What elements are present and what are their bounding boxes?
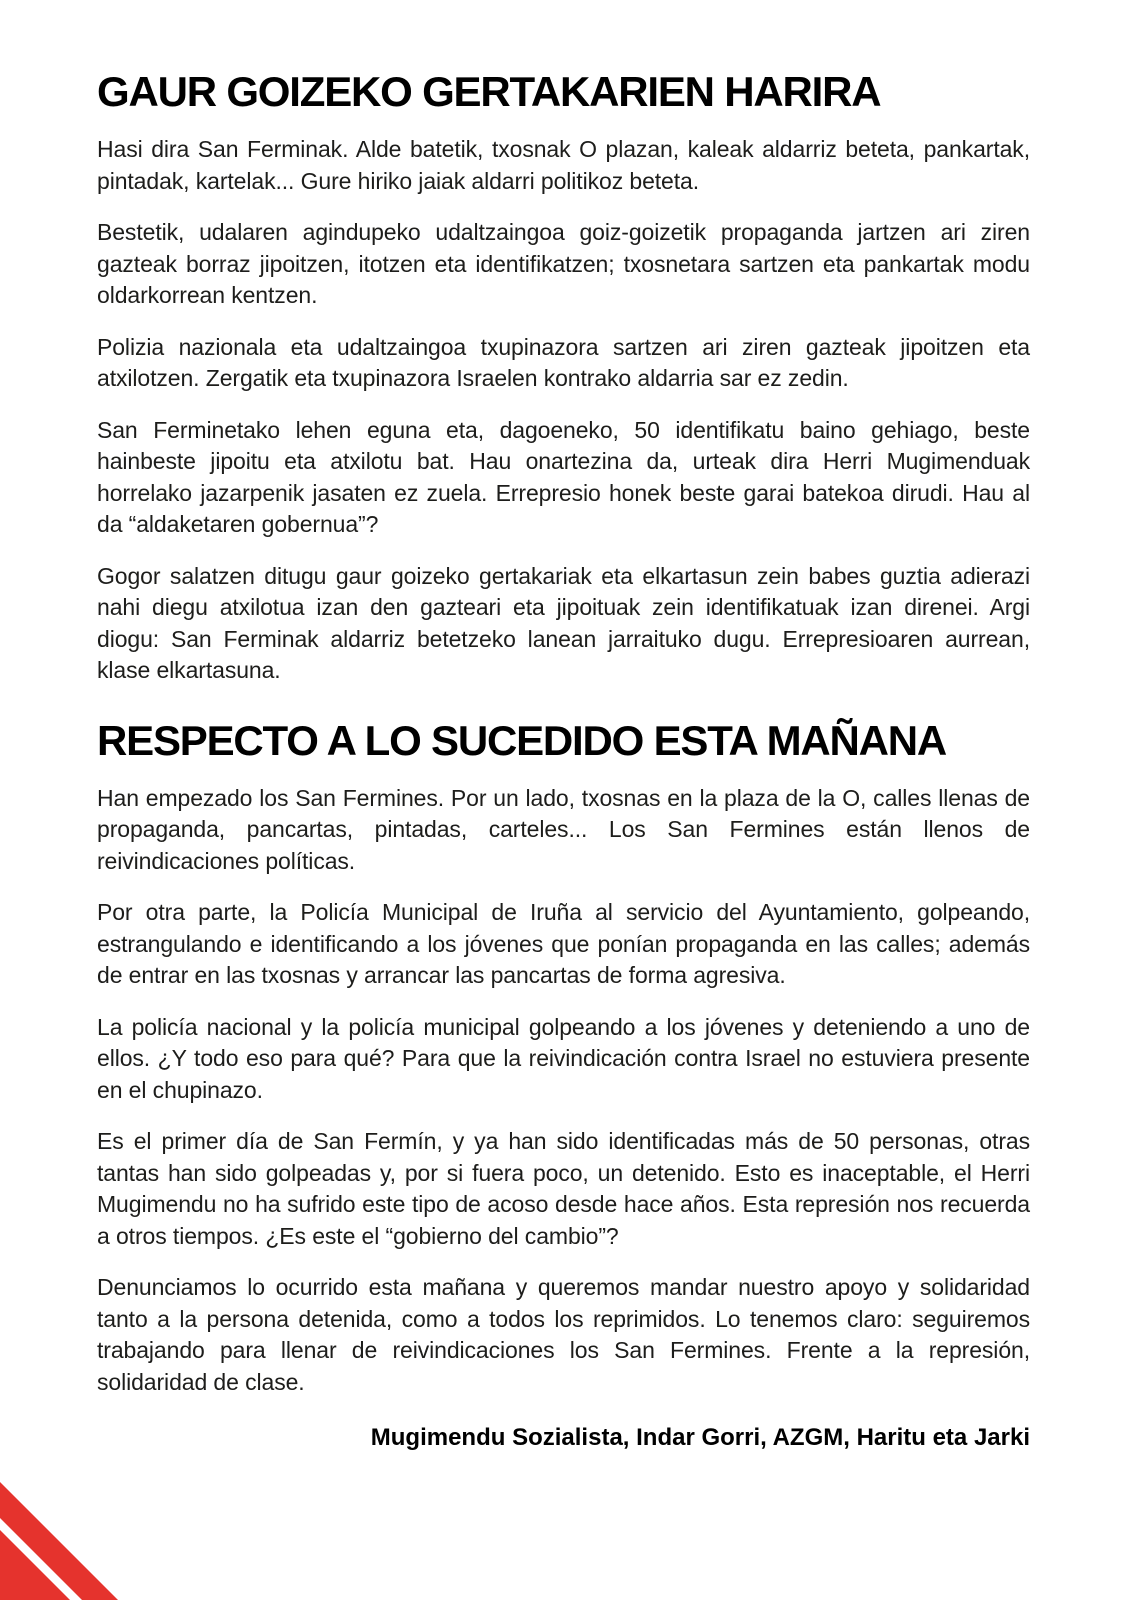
paragraph-spanish-5: Denunciamos lo ocurrido esta mañana y queremos mandar nuestro apoyo y solidaridad tanto a la persona detenida, como a todos los reprimidos. Lo tenemos claro: seguiremos trabajando para llenar de reivindicaciones los San Fermines. Frente a la represión, solidaridad de clase.: [97, 1274, 1030, 1395]
paragraph-basque-2: Bestetik, udalaren agindupeko udaltzaingoa goiz-goizetik propaganda jartzen ari ziren gazteak borraz jipoitzen, itotzen eta identifikatzen; txosnetara sartzen eta pankartak modu oldarkorrean kentzen.: [97, 219, 1030, 309]
paragraph-spanish-4: Es el primer día de San Fermín, y ya han sido identificadas más de 50 personas, otras tantas han sido golpeadas y, por si fuera poco, un detenido. Esto es inaceptable, el Herri Mugimendu no ha sufrido este tipo de acoso desde hace años. Esta represión nos recuerda a otros tiempos. ¿Es este el “gobierno del cambio”?: [97, 1128, 1030, 1249]
statement-document: [97, 70, 1030, 1452]
paragraph-basque-4: San Ferminetako lehen eguna eta, dagoeneko, 50 identifikatu baino gehiago, beste hainbeste jipoitu eta atxilotu bat. Hau onartezina da, urteak dira Herri Mugimenduak horrelako jazarpenik jasaten ez zuela. Errepresio honek beste garai batekoa dirudi. Hau al da “aldaketaren gobernua”?: [97, 416, 1030, 538]
section-title-basque: GAUR GOIZEKO GERTAKARIEN HARIRA: [97, 68, 881, 115]
corner-stripes-decoration: [0, 1470, 130, 1600]
paragraph-basque-1: Hasi dira San Ferminak. Alde batetik, txosnak O plazan, kaleak aldarriz beteta, pankartak, pintadak, kartelak... Gure hiriko jaiak aldarri politikoz beteta.: [97, 136, 1030, 194]
paragraph-basque-3: Polizia nazionala eta udaltzaingoa txupinazora sartzen ari ziren gazteak jipoitzen eta atxilotzen. Zergatik eta txupinazora Israelen kontrako aldarria sar ez zedin.: [97, 333, 1030, 392]
paragraph-spanish-3: La policía nacional y la policía municipal golpeando a los jóvenes y deteniendo a uno de ellos. ¿Y todo eso para qué? Para que la reivindicación contra Israel no estuviera presente en el chupinazo.: [97, 1013, 1030, 1103]
paragraph-spanish-2: Por otra parte, la Policía Municipal de Iruña al servicio del Ayuntamiento, golpeando, estrangulando e identificando a los jóvenes que ponían propaganda en las calles; además de entrar en las txosnas y arrancar las pancartas de forma agresiva.: [97, 899, 1030, 989]
section-title-spanish: RESPECTO A LO SUCEDIDO ESTA MAÑANA: [97, 716, 947, 764]
signature-organizations: Mugimendu Sozialista, Indar Gorri, AZGM, Haritu eta Jarki: [370, 1424, 1030, 1452]
paragraph-basque-5: Gogor salatzen ditugu gaur goizeko gertakariak eta elkartasun zein babes guztia adierazi nahi diegu atxilotua izan den gazteari eta jipoituak zein identifikatuak izan direnei. Argi diogu: San Ferminak aldarriz betetzeko lanean jarraituko dugu. Errepresioaren aurrean, klase elkartasuna.: [97, 562, 1030, 684]
red-stripe-corner: [0, 1530, 70, 1600]
paragraph-spanish-1: Han empezado los San Fermines. Por un lado, txosnas en la plaza de la O, calles llenas de propaganda, pancartas, pintadas, carteles... Los San Fermines están llenos de reivindicaciones políticas.: [97, 784, 1030, 874]
red-stripe-outer: [0, 1482, 118, 1600]
